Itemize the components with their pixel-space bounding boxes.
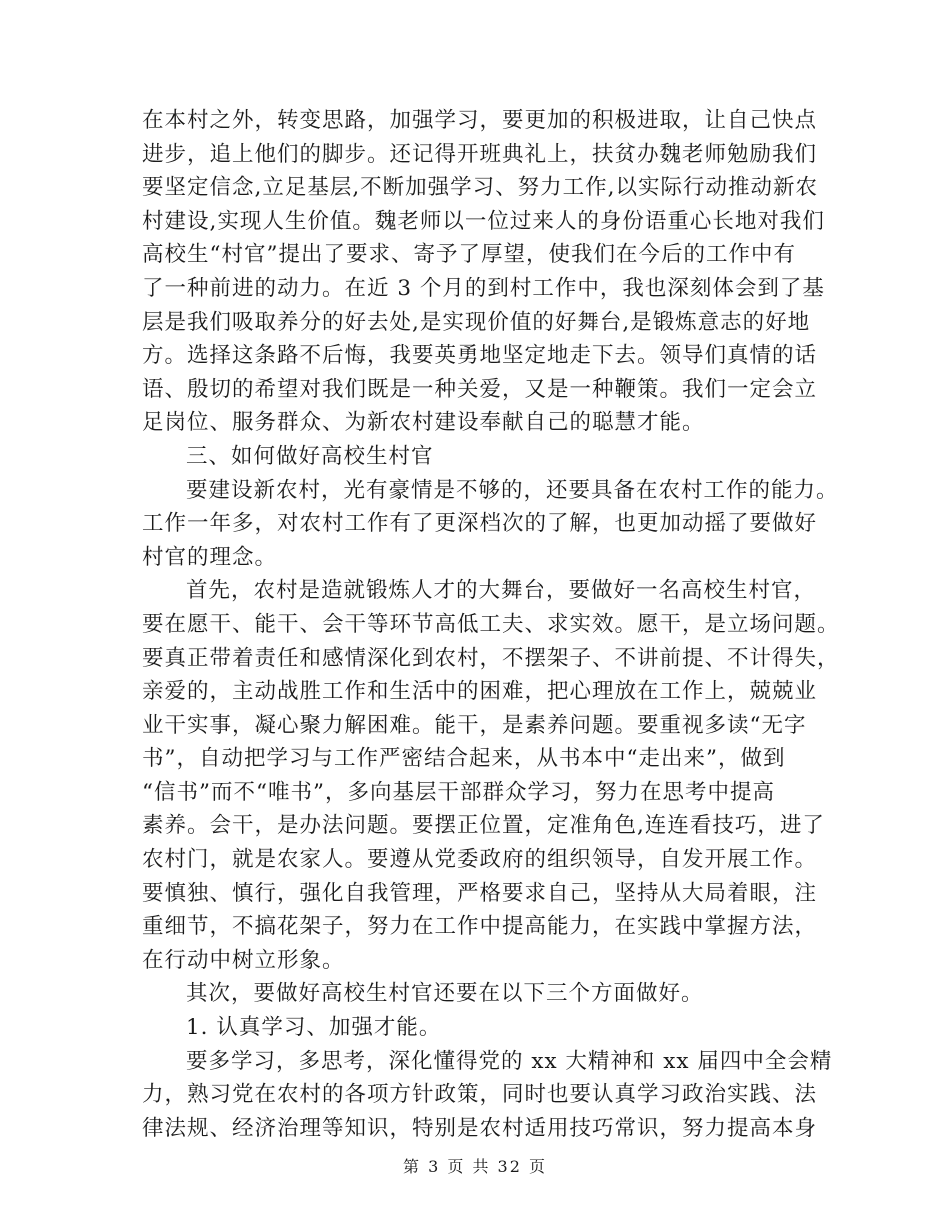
text-line: 律法规、经济治理等知识，特别是农村适用技巧常识，努力提高本身 <box>142 1115 818 1141</box>
text-line: 亲爱的，主动战胜工作和生活中的困难，把心理放在工作上，兢兢业 <box>142 679 818 705</box>
page-number-footer: 第 3 页 共 32 页 <box>403 1157 547 1176</box>
text-line: 工作一年多，对农村工作有了更深档次的了解，也更加动摇了要做好 <box>142 511 818 537</box>
text-line: 进步，追上他们的脚步。还记得开班典礼上，扶贫办魏老师勉励我们 <box>142 141 818 167</box>
text-line: 首先，农村是造就锻炼人才的大舞台，要做好一名高校生村官， <box>186 578 817 604</box>
text-line: 书”，自动把学习与工作严密结合起来，从书本中“走出来”，做到 <box>142 746 786 772</box>
text-line: 在行动中树立形象。 <box>142 947 345 973</box>
text-line: 层是我们吸取养分的好去处,是实现价值的好舞台,是锻炼意志的好地 <box>142 309 811 335</box>
text-line: 高校生“村官”提出了要求、寄予了厚望，使我们在今后的工作中有 <box>142 242 796 268</box>
text-line: 要建设新农村，光有豪情是不够的，还要具备在农村工作的能力。 <box>186 477 839 503</box>
text-line: 其次，要做好高校生村官还要在以下三个方面做好。 <box>186 981 704 1007</box>
text-line: 了一种前进的动力。在近 3 个月的到村工作中，我也深刻体会到了基 <box>142 275 825 301</box>
text-line: 语、殷切的希望对我们既是一种关爱，又是一种鞭策。我们一定会立 <box>142 376 818 402</box>
section-heading: 三、如何做好高校生村官 <box>186 443 434 469</box>
text-line: 要慎独、慎行，强化自我管理，严格要求自己，坚持从大局着眼，注 <box>142 880 818 906</box>
text-line: 素养。会干，是办法问题。要摆正位置，定准角色,连连看技巧，进了 <box>142 813 825 839</box>
text-line: 重细节，不搞花架子，努力在工作中提高能力，在实践中掌握方法， <box>142 914 818 940</box>
text-line: 方。选择这条路不后悔，我要英勇地坚定地走下去。领导们真情的话 <box>142 343 818 369</box>
text-line: 足岗位、服务群众、为新农村建设奉献自己的聪慧才能。 <box>142 410 705 436</box>
text-line: 在本村之外，转变思路，加强学习，要更加的积极进取，让自己快点 <box>142 108 818 133</box>
text-line: 力，熟习党在农村的各项方针政策，同时也要认真学习政治实践、法 <box>142 1082 818 1108</box>
subsection-heading: 1. 认真学习、加强才能。 <box>186 1015 442 1041</box>
text-line: 要多学习，多思考，深化懂得党的 xx 大精神和 xx 届四中全会精 <box>186 1048 833 1074</box>
text-line: 业干实事，凝心聚力解困难。能干，是素养问题。要重视多读“无字 <box>142 712 807 738</box>
body-text <box>142 104 840 1145</box>
text-line: 村建设,实现人生价值。魏老师以一位过来人的身份语重心长地对我们 <box>142 208 825 234</box>
text-line: 要真正带着责任和感情深化到农村，不摆架子、不讲前提、不计得失， <box>142 645 840 671</box>
text-line: “信书”而不“唯书”，多向基层干部群众学习，努力在思考中提高 <box>142 779 775 805</box>
text-line: 村官的理念。 <box>142 544 278 570</box>
text-line: 农村门，就是农家人。要遵从党委政府的组织领导，自发开展工作。 <box>142 847 818 873</box>
text-line: 要坚定信念,立足基层,不断加强学习、努力工作,以实际行动推动新农 <box>142 175 819 201</box>
text-line: 要在愿干、能干、会干等环节高低工夫、求实效。愿干，是立场问题。 <box>142 611 840 637</box>
